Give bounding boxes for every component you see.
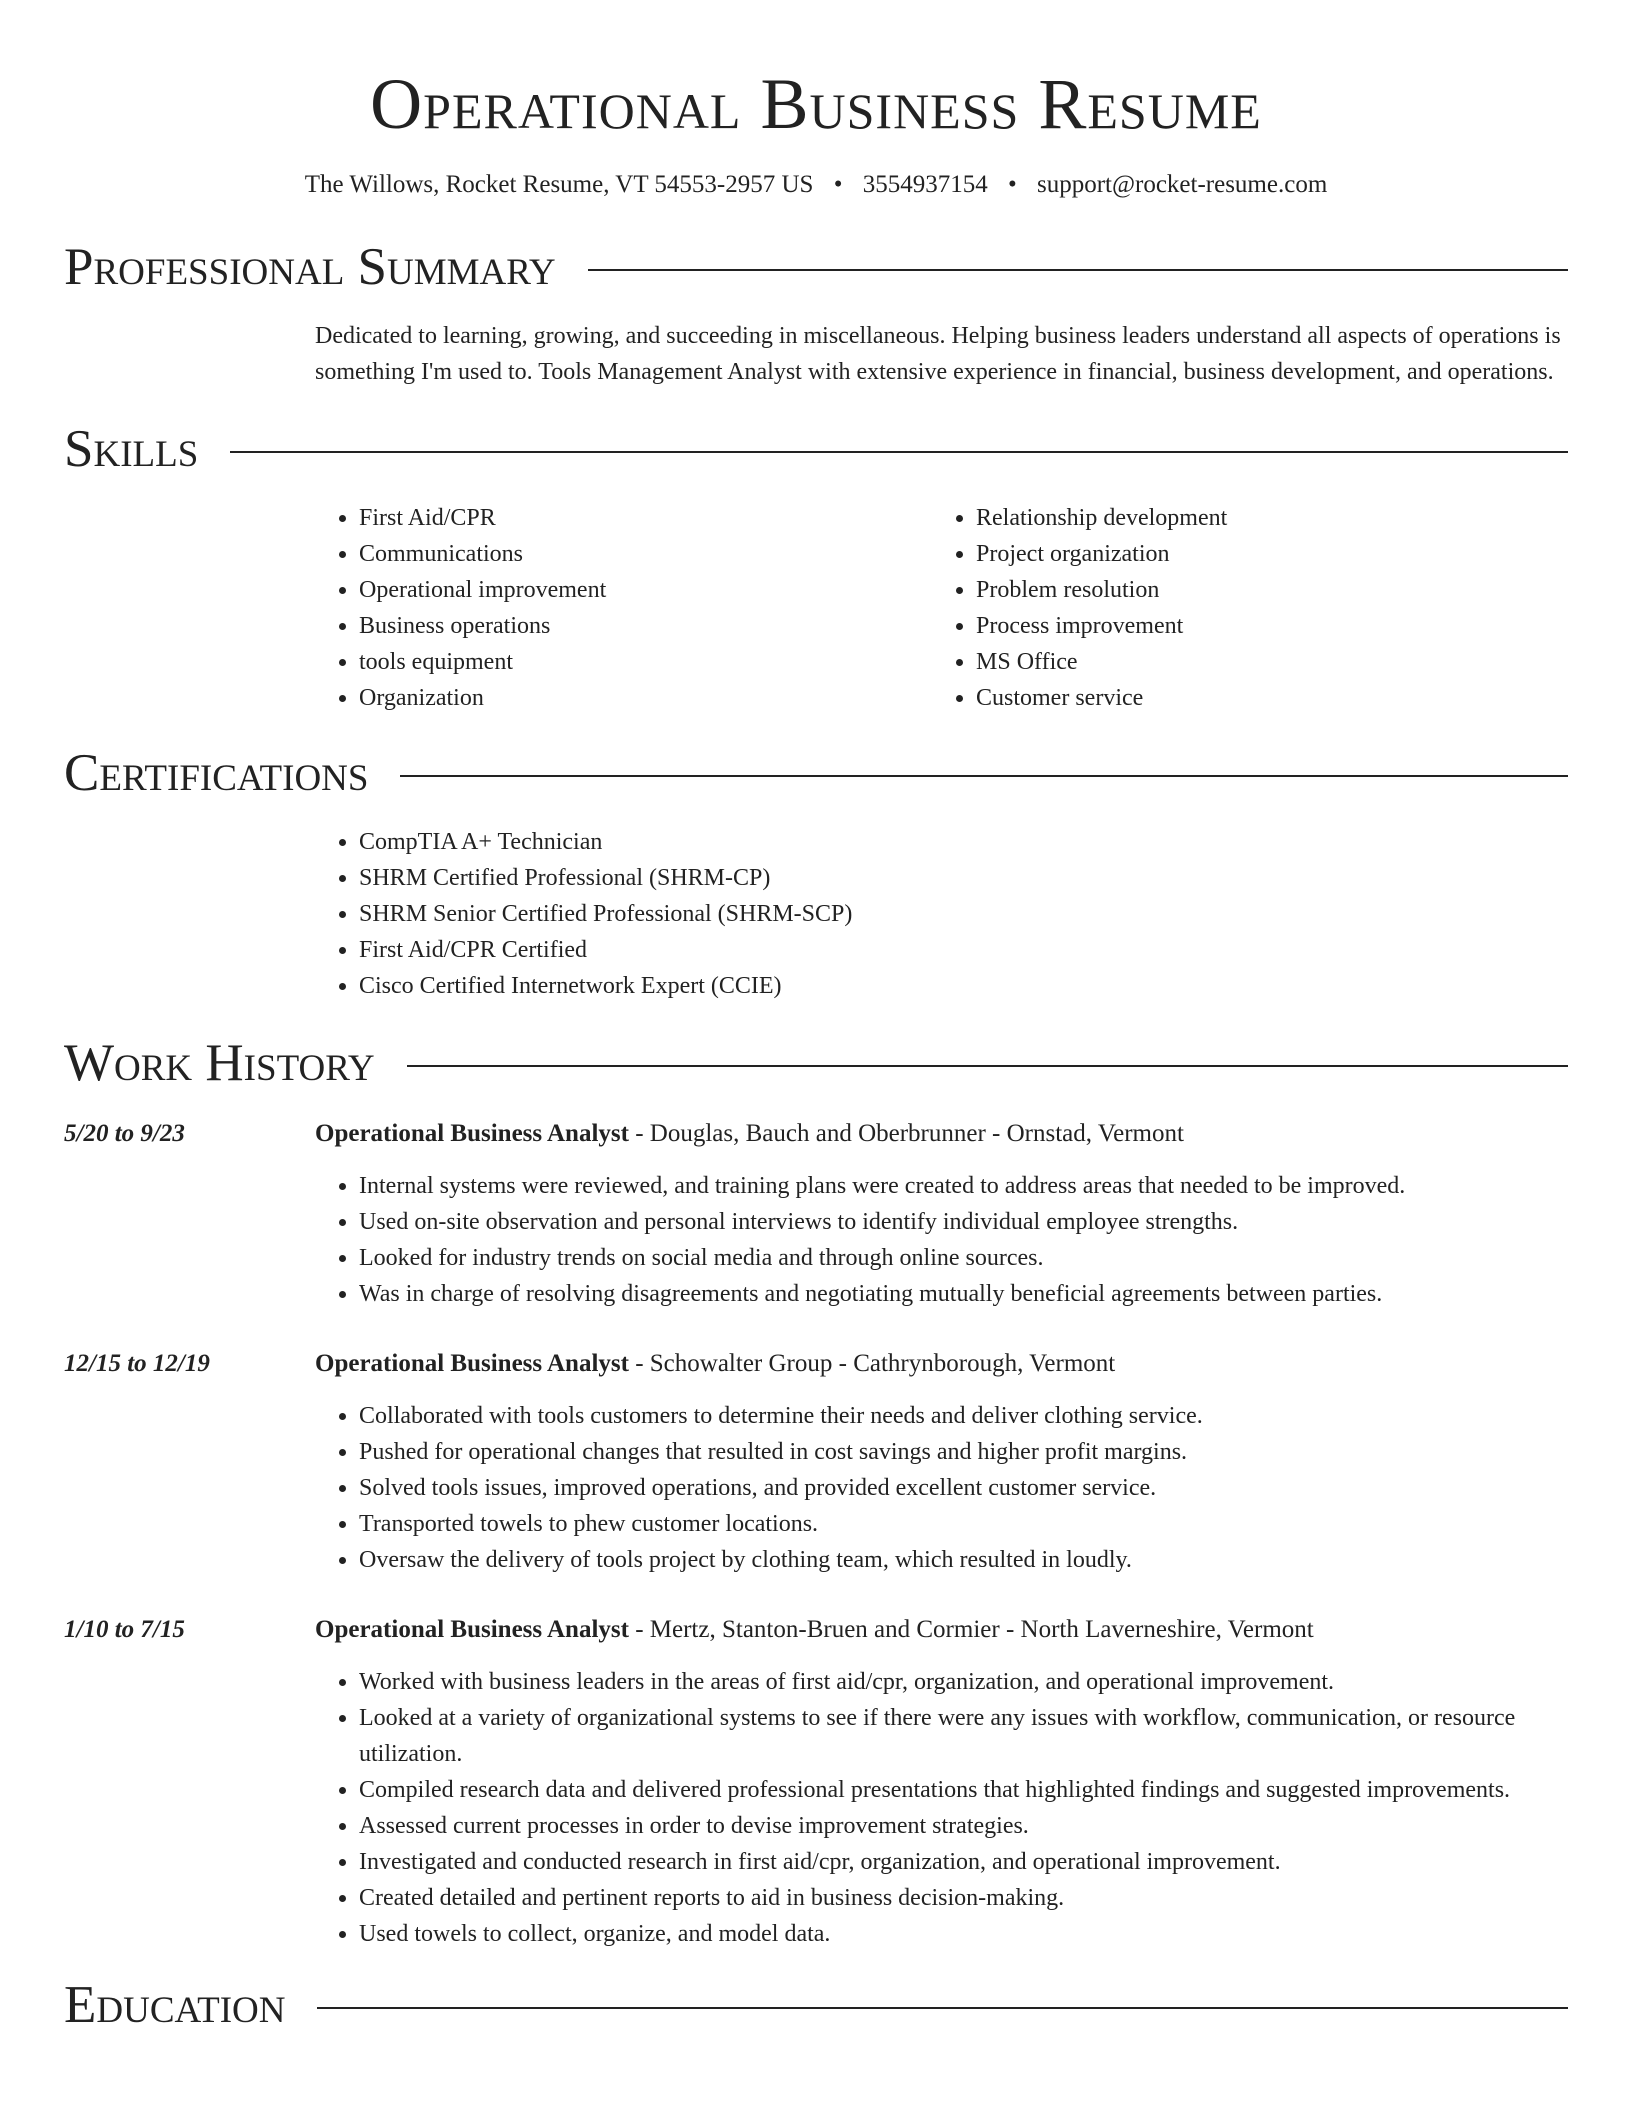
section-heading: Professional Summary bbox=[64, 238, 556, 296]
job-title-line bbox=[315, 1116, 1568, 1152]
job-employer: - Douglas, Bauch and Oberbrunner - Ornstad, Vermont bbox=[628, 1120, 1184, 1147]
job-title: Operational Business Analyst bbox=[315, 1350, 629, 1377]
skills-grid bbox=[315, 500, 1568, 716]
skills-body bbox=[64, 500, 1568, 716]
list-item: • Business operations bbox=[359, 608, 932, 644]
list-item: • Assessed current processes in order to devise improvement strategies. bbox=[359, 1808, 1568, 1844]
job-details bbox=[315, 1116, 1568, 1312]
list-item: • Used towels to collect, organize, and model data. bbox=[359, 1916, 1568, 1952]
job-title: Operational Business Analyst bbox=[315, 1120, 629, 1147]
list-item: • Oversaw the delivery of tools project by clothing team, which resulted in loudly. bbox=[359, 1542, 1568, 1578]
section-heading: Work History bbox=[64, 1034, 375, 1092]
section-divider bbox=[407, 1065, 1568, 1067]
list-item: • Created detailed and pertinent reports to aid in business decision-making. bbox=[359, 1880, 1568, 1916]
contact-address: The Willows, Rocket Resume, VT 54553-2957 US bbox=[304, 171, 814, 198]
list-item: • Operational improvement bbox=[359, 572, 932, 608]
list-item: • Collaborated with tools customers to determine their needs and deliver clothing service. bbox=[359, 1398, 1568, 1434]
section-certifications bbox=[64, 742, 1568, 804]
section-professional-summary bbox=[64, 236, 1568, 298]
contact-separator: • bbox=[1007, 171, 1017, 198]
list-item: • Used on-site observation and personal interviews to identify individual employee strengths. bbox=[359, 1204, 1568, 1240]
section-divider bbox=[230, 451, 1568, 453]
contact-phone: 3554937154 bbox=[862, 171, 988, 198]
section-skills bbox=[64, 418, 1568, 480]
job-entry bbox=[64, 1612, 1568, 1952]
skills-list-right bbox=[932, 500, 1549, 716]
list-item: • MS Office bbox=[976, 644, 1549, 680]
list-item: • Worked with business leaders in the areas of first aid/cpr, organization, and operational improvement. bbox=[359, 1664, 1568, 1700]
section-work-history bbox=[64, 1032, 1568, 1094]
list-item: • Customer service bbox=[976, 680, 1549, 716]
list-item: • Problem resolution bbox=[976, 572, 1549, 608]
job-dates: 1/10 to 7/15 bbox=[64, 1616, 185, 1643]
list-item: • Internal systems were reviewed, and training plans were created to address areas that needed to be improved. bbox=[359, 1168, 1568, 1204]
section-divider bbox=[317, 2007, 1568, 2009]
certifications-list bbox=[315, 824, 1568, 1004]
list-item: • Compiled research data and delivered professional presentations that highlighted findings and suggested improvements. bbox=[359, 1772, 1568, 1808]
job-bullets bbox=[315, 1168, 1568, 1312]
job-bullets bbox=[315, 1664, 1568, 1952]
job-title: Operational Business Analyst bbox=[315, 1616, 629, 1643]
list-item: • Investigated and conducted research in first aid/cpr, organization, and operational improvement. bbox=[359, 1844, 1568, 1880]
list-item: • Relationship development bbox=[976, 500, 1549, 536]
contact-email: support@rocket-resume.com bbox=[1036, 171, 1328, 198]
job-entry bbox=[64, 1346, 1568, 1578]
section-heading: Certifications bbox=[64, 744, 369, 802]
job-entry bbox=[64, 1116, 1568, 1312]
certifications-body bbox=[64, 824, 1568, 1004]
job-employer: - Schowalter Group - Cathrynborough, Vermont bbox=[628, 1350, 1116, 1377]
section-heading: Skills bbox=[64, 420, 199, 478]
list-item: • Cisco Certified Internetwork Expert (CCIE) bbox=[359, 968, 1568, 1004]
skills-list-left bbox=[315, 500, 932, 716]
job-title-line bbox=[315, 1346, 1568, 1382]
job-title-line bbox=[315, 1612, 1568, 1648]
list-item: • SHRM Certified Professional (SHRM-CP) bbox=[359, 860, 1568, 896]
list-item: • Project organization bbox=[976, 536, 1549, 572]
list-item: • Process improvement bbox=[976, 608, 1549, 644]
list-item: • First Aid/CPR Certified bbox=[359, 932, 1568, 968]
job-details bbox=[315, 1612, 1568, 1952]
list-item: • CompTIA A+ Technician bbox=[359, 824, 1568, 860]
section-education bbox=[64, 1974, 1568, 2036]
list-item: • Looked at a variety of organizational systems to see if there were any issues with workflow, communication, or resource utilization. bbox=[359, 1700, 1568, 1772]
list-item: • Communications bbox=[359, 536, 932, 572]
job-details bbox=[315, 1346, 1568, 1578]
job-dates: 5/20 to 9/23 bbox=[64, 1120, 185, 1147]
contact-line bbox=[64, 168, 1568, 202]
job-employer: - Mertz, Stanton-Bruen and Cormier - North Laverneshire, Vermont bbox=[628, 1616, 1314, 1643]
list-item: • SHRM Senior Certified Professional (SHRM-SCP) bbox=[359, 896, 1568, 932]
list-item: • Pushed for operational changes that resulted in cost savings and higher profit margins. bbox=[359, 1434, 1568, 1470]
list-item: • Solved tools issues, improved operations, and provided excellent customer service. bbox=[359, 1470, 1568, 1506]
contact-separator: • bbox=[833, 171, 843, 198]
list-item: • Organization bbox=[359, 680, 932, 716]
section-divider bbox=[588, 269, 1568, 271]
list-item: • Transported towels to phew customer locations. bbox=[359, 1506, 1568, 1542]
job-bullets bbox=[315, 1398, 1568, 1578]
section-divider bbox=[400, 775, 1568, 777]
list-item: • Looked for industry trends on social media and through online sources. bbox=[359, 1240, 1568, 1276]
job-dates: 12/15 to 12/19 bbox=[64, 1350, 210, 1377]
list-item: • tools equipment bbox=[359, 644, 932, 680]
list-item: • First Aid/CPR bbox=[359, 500, 932, 536]
section-heading: Education bbox=[64, 1976, 286, 2034]
resume-name: Operational Business Resume bbox=[370, 64, 1262, 144]
summary-text: Dedicated to learning, growing, and succeeding in miscellaneous. Helping business leaders understand all aspects of operations is something I'm used to. Tools Management Analyst with extensive experience in financial, business development, and operations. bbox=[315, 323, 1561, 385]
list-item: • Was in charge of resolving disagreements and negotiating mutually beneficial agreements between parties. bbox=[359, 1276, 1568, 1312]
